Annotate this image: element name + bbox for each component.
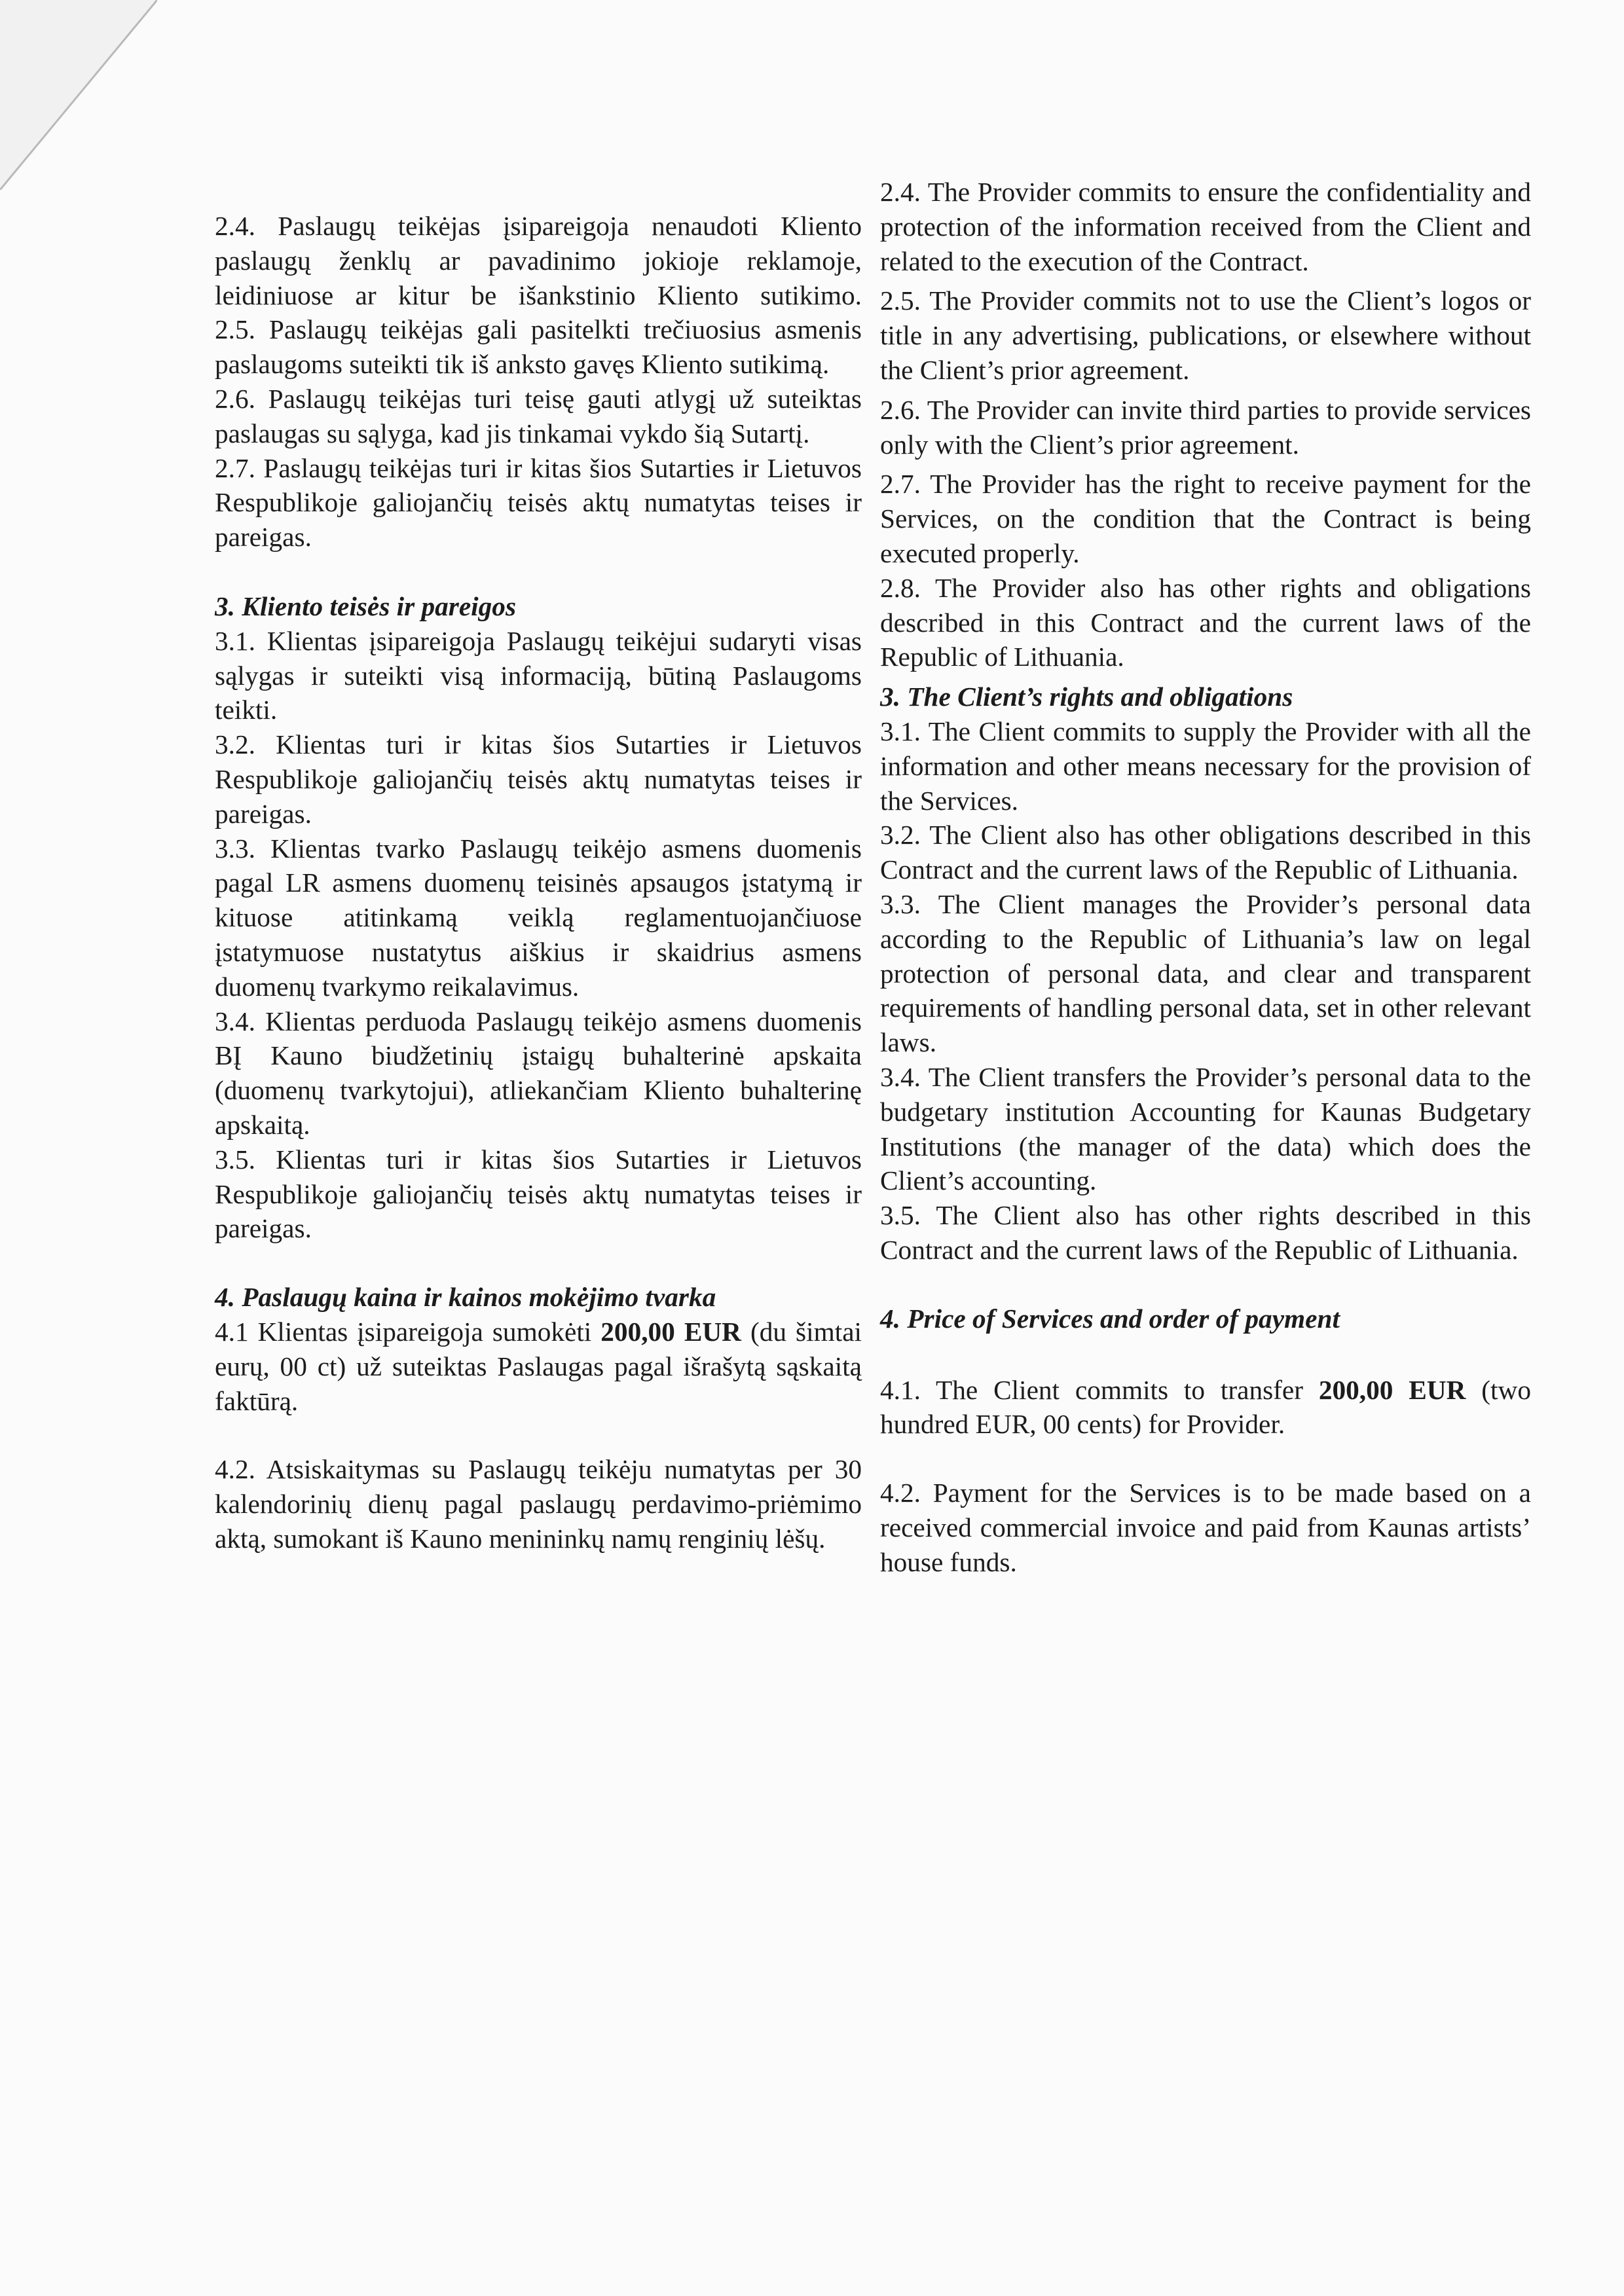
english-column [880, 175, 1531, 1579]
lt-clause-3-2: 3.2. Klientas turi ir kitas šios Sutarties ir Lietuvos Respublikoje galiojančių teisės aktų numatytas teises ir pareigas. [215, 729, 862, 829]
lt-clause-3-4: 3.4. Klientas perduoda Paslaugų teikėjo asmens duomenis BĮ Kauno biudžetinių įstaigų buhalterinė apskaita (duomenų tvarkytojui), atliekančiam Kliento buhalterinę apskaitą. [215, 1006, 862, 1140]
lt-clause-4-1 [215, 1315, 862, 1418]
en-clause-2-5: 2.5. The Provider commits not to use the Client’s logos or title in any advertising, publications, or elsewhere without the Client’s prior agreement. [880, 285, 1531, 385]
en-clause-2-4: 2.4. The Provider commits to ensure the confidentiality and protection of the information received from the Client and related to the execution of the Contract. [880, 177, 1531, 276]
en-clause-3-3: 3.3. The Client manages the Provider’s personal data according to the Republic of Lithuania’s law on legal protection of personal data, and clear and transparent requirements of handling personal data, set in other relevant laws. [880, 888, 1531, 1058]
en-section-4-heading: 4. Price of Services and order of payment [880, 1303, 1340, 1334]
lt-clause-4-1-text: 4.1 Klientas įsipareigoja sumokėti [215, 1316, 592, 1347]
lithuanian-column [215, 209, 862, 1556]
en-clause-2-7: 2.7. The Provider has the right to receive payment for the Services, on the condition that the Contract is being executed properly. [880, 469, 1531, 568]
lt-clause-2-7: 2.7. Paslaugų teikėjas turi ir kitas šios Sutarties ir Lietuvos Respublikoje galiojančių teisės aktų numatytas teises ir pareigas. [215, 452, 862, 553]
en-clause-4-1 [880, 1373, 1531, 1442]
lt-clause-3-5: 3.5. Klientas turi ir kitas šios Sutarties ir Lietuvos Respublikoje galiojančių teisės aktų numatytas teises ir pareigas. [215, 1144, 862, 1244]
en-clause-2-6: 2.6. The Provider can invite third parties to provide services only with the Client’s prior agreement. [880, 394, 1531, 460]
lt-clause-4-2: 4.2. Atsiskaitymas su Paslaugų teikėju numatytas per 30 kalendorinių dienų pagal paslaugų perdavimo-priėmimo aktą, sumokant iš Kauno menininkų namų renginių lėšų. [215, 1454, 862, 1554]
en-section-3-heading: 3. The Client’s rights and obligations [880, 682, 1293, 712]
lt-clause-2-4: 2.4. Paslaugų teikėjas įsipareigoja nenaudoti Kliento paslaugų ženklų ar pavadinimo jokioje reklamoje, leidiniuose ar kitur be išankstinio Kliento sutikimo. [215, 211, 862, 310]
en-clause-4-1-text: 4.1. The Client commits to transfer [880, 1374, 1303, 1405]
en-price-amount: 200,00 EUR [1318, 1374, 1466, 1405]
en-clause-3-1: 3.1. The Client commits to supply the Provider with all the information and other means necessary for the provision of the Services. [880, 716, 1531, 816]
lt-clause-2-5: 2.5. Paslaugų teikėjas gali pasitelkti trečiuosius asmenis paslaugoms suteikti tik iš anksto gavęs Kliento sutikimą. [215, 314, 862, 380]
lt-section-4-heading: 4. Paslaugų kaina ir kainos mokėjimo tvarka [215, 1282, 716, 1313]
en-clause-3-2: 3.2. The Client also has other obligations described in this Contract and the current laws of the Republic of Lithuania. [880, 820, 1531, 885]
lt-clause-3-3: 3.3. Klientas tvarko Paslaugų teikėjo asmens duomenis pagal LR asmens duomenų teisinės apsaugos įstatymą ir kituose atitinkamą veiklą reglamentuojančiuose įstatymuose nustatytus aiškius ir skaidrius asmens duomenų tvarkymo reikalavimus. [215, 833, 862, 1002]
en-clause-3-4: 3.4. The Client transfers the Provider’s personal data to the budgetary institution Accounting for Kaunas Budgetary Institutions (the manager of the data) which does the Client’s accounting. [880, 1061, 1531, 1196]
lt-clause-4-1-rest: (du šimtai eurų, 00 ct) už suteiktas Paslaugas pagal išrašytą sąskaitą faktūrą. [215, 1316, 862, 1416]
en-clause-4-2: 4.2. Payment for the Services is to be made based on a received commercial invoice and paid from Kaunas artists’ house funds. [880, 1478, 1531, 1577]
en-clause-4-1-rest: (two hundred EUR, 00 cents) for Provider. [880, 1374, 1531, 1440]
lt-clause-3-1: 3.1. Klientas įsipareigoja Paslaugų teikėjui sudaryti visas sąlygas ir suteikti visą informaciją, būtiną Paslaugoms teikti. [215, 625, 862, 725]
lt-section-3-heading: 3. Kliento teisės ir pareigos [215, 591, 517, 621]
page-fold-corner [0, 0, 157, 190]
lt-price-amount: 200,00 EUR [600, 1316, 742, 1347]
en-clause-3-5: 3.5. The Client also has other rights described in this Contract and the current laws of the Republic of Lithuania. [880, 1200, 1531, 1265]
en-clause-2-8: 2.8. The Provider also has other rights and obligations described in this Contract and the current laws of the Republic of Lithuania. [880, 572, 1531, 672]
lt-clause-2-6: 2.6. Paslaugų teikėjas turi teisę gauti atlygį už suteiktas paslaugas su sąlyga, kad jis tinkamai vykdo šią Sutartį. [215, 383, 862, 448]
